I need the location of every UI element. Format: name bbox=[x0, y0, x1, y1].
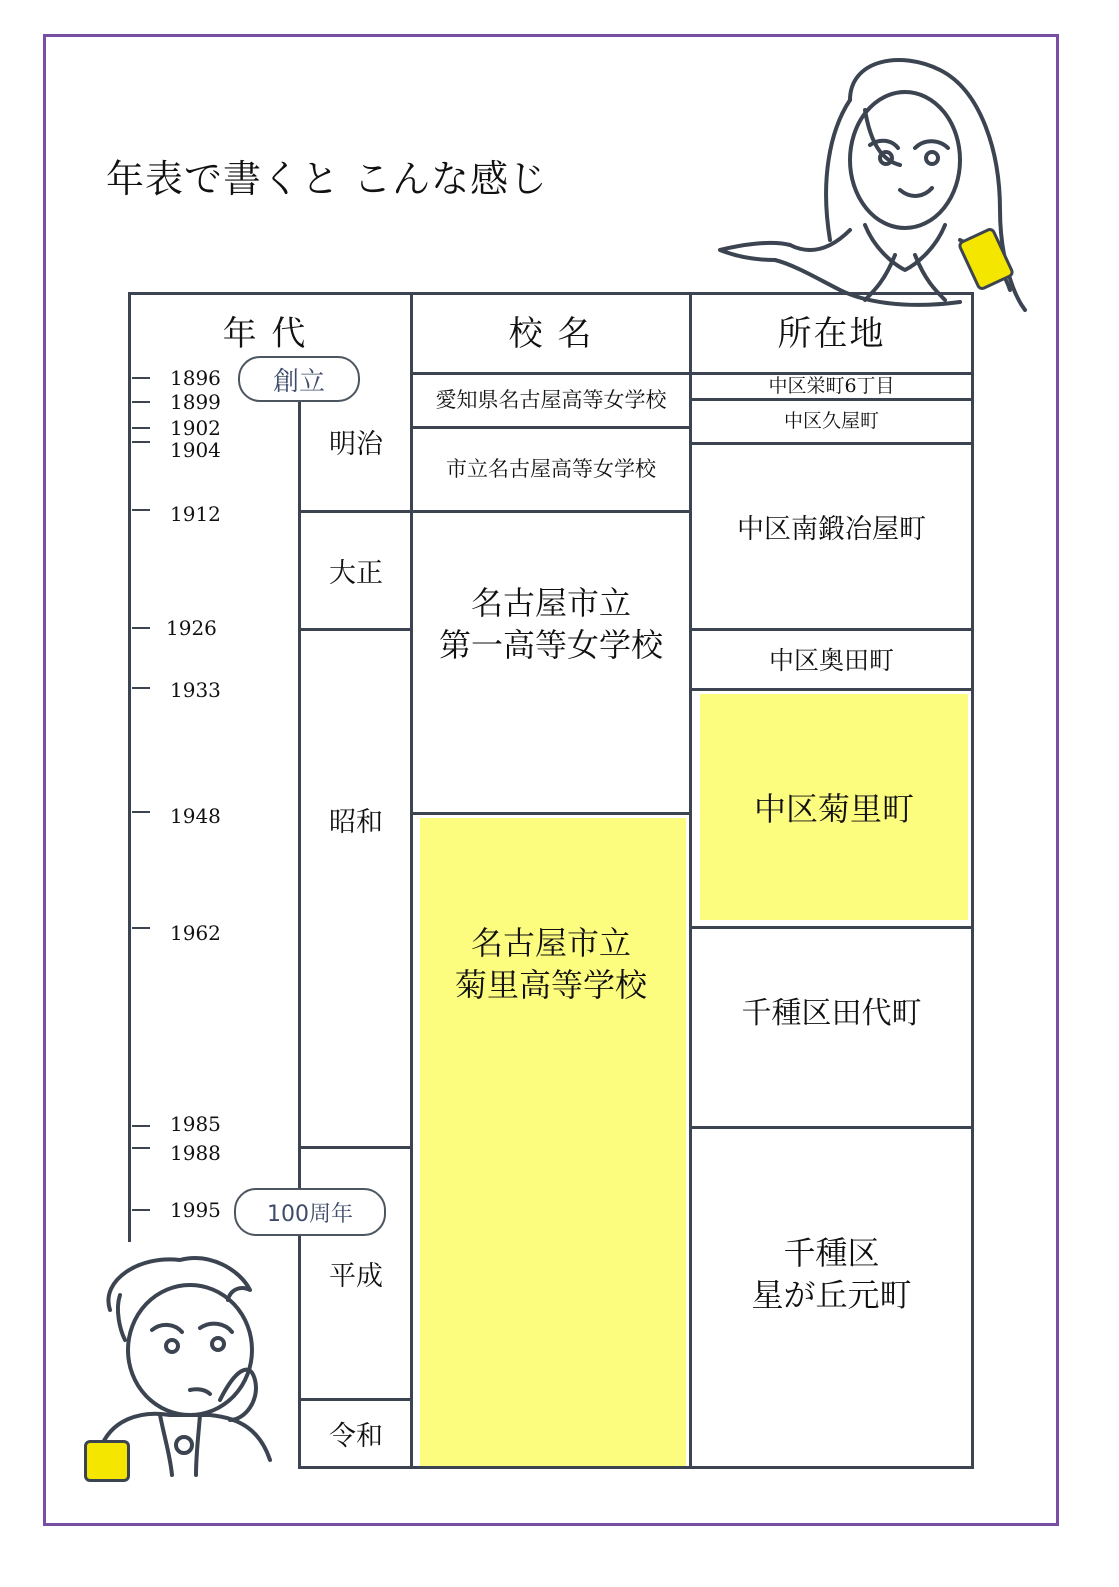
loc-sep-6 bbox=[689, 1126, 974, 1129]
tick-1988 bbox=[132, 1147, 150, 1149]
girl-illustration bbox=[700, 40, 1030, 360]
era-showa: 昭和 bbox=[329, 806, 383, 838]
school-kikuzato-line1: 名古屋市立 bbox=[470, 924, 631, 963]
tick-1912 bbox=[132, 509, 150, 511]
tick-1962 bbox=[132, 927, 150, 929]
tick-1896 bbox=[132, 377, 150, 379]
year-1933: 1933 bbox=[170, 678, 221, 702]
year-1988: 1988 bbox=[170, 1141, 221, 1165]
tick-1948 bbox=[132, 811, 150, 813]
era-meiji: 明治 bbox=[329, 428, 383, 460]
tick-1899 bbox=[132, 401, 150, 403]
school-sep-2 bbox=[410, 510, 691, 513]
loc-okudacho: 中区奥田町 bbox=[768, 645, 894, 675]
school-shiritsu-nagoya: 市立名古屋高等女学校 bbox=[446, 456, 656, 481]
boy-armband bbox=[84, 1440, 130, 1482]
school-aichi-kenritsu: 愛知県名古屋高等女学校 bbox=[435, 387, 667, 412]
loc-hoshigaoka-line2: 星が丘元町 bbox=[751, 1276, 912, 1314]
loc-minamikajiya: 中区南鍛冶屋町 bbox=[737, 514, 926, 546]
loc-sakaemachi: 中区栄町6丁目 bbox=[768, 374, 895, 397]
year-1899: 1899 bbox=[170, 390, 221, 414]
tick-1985 bbox=[132, 1125, 150, 1127]
year-1896: 1896 bbox=[170, 366, 221, 390]
page-title: 年表で書くと こんな感じ bbox=[106, 157, 549, 201]
col-line-0 bbox=[128, 292, 131, 1242]
tick-1926 bbox=[132, 627, 150, 629]
school-sep-3 bbox=[410, 812, 691, 815]
header-school: 校 名 bbox=[508, 313, 594, 354]
loc-hoshigaoka-line1: 千種区 bbox=[783, 1234, 880, 1273]
year-1985: 1985 bbox=[170, 1112, 221, 1136]
year-1912: 1912 bbox=[170, 502, 221, 526]
header-location: 所在地 bbox=[777, 313, 886, 354]
tick-1933 bbox=[132, 687, 150, 689]
year-1948: 1948 bbox=[170, 804, 221, 828]
col-line-3 bbox=[971, 292, 974, 1468]
tick-1902 bbox=[132, 427, 150, 429]
year-1962: 1962 bbox=[170, 921, 221, 945]
school-daiichi-line2: 第一高等女学校 bbox=[438, 626, 663, 664]
era-heisei: 平成 bbox=[329, 1260, 383, 1292]
year-1995: 1995 bbox=[170, 1198, 221, 1222]
school-daiichi-line1: 名古屋市立 bbox=[470, 584, 631, 623]
school-kikuzato bbox=[413, 900, 689, 1030]
tick-1904 bbox=[132, 441, 150, 443]
year-1904: 1904 bbox=[170, 438, 221, 462]
loc-tashiro: 千種区田代町 bbox=[741, 995, 922, 1031]
anniversary-badge: 100周年 bbox=[234, 1188, 386, 1236]
era-taisho: 大正 bbox=[329, 557, 383, 589]
header-era: 年 代 bbox=[222, 313, 308, 354]
tick-1995 bbox=[132, 1209, 150, 1211]
founding-badge: 創立 bbox=[238, 356, 360, 402]
loc-kikuzato: 中区菊里町 bbox=[753, 790, 914, 829]
year-1926: 1926 bbox=[166, 616, 217, 640]
loc-hoshigaoka bbox=[692, 1200, 971, 1350]
school-daiichi bbox=[413, 560, 689, 690]
table-bottom-line bbox=[298, 1466, 974, 1469]
school-kikuzato-line2: 菊里高等学校 bbox=[454, 966, 647, 1004]
year-1902: 1902 bbox=[170, 416, 221, 440]
era-reiwa: 令和 bbox=[329, 1420, 383, 1452]
loc-hisayamachi: 中区久屋町 bbox=[783, 410, 879, 433]
